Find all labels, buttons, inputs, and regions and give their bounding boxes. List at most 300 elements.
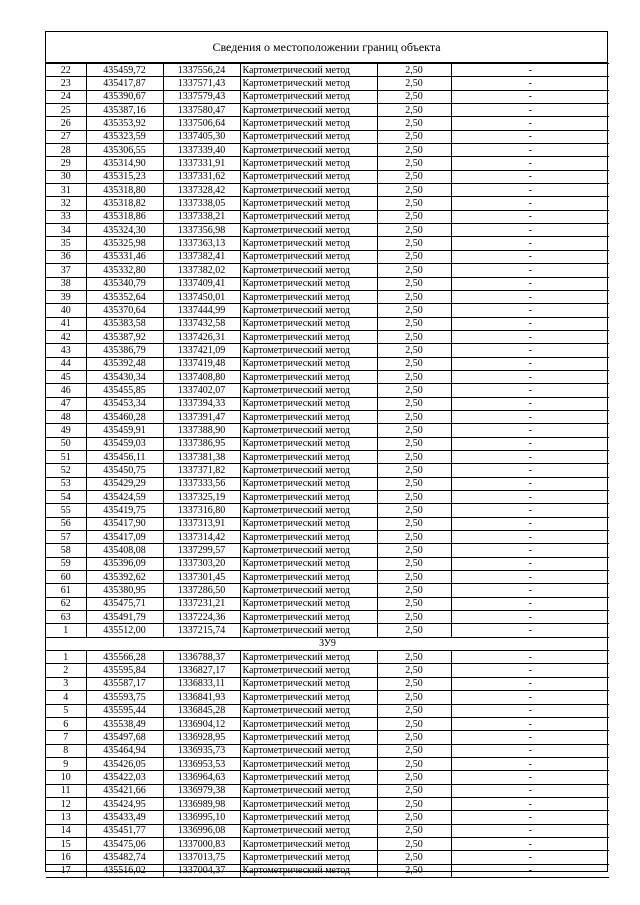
x-coordinate-cell: 435459,91 — [86, 424, 163, 437]
point-number-cell: 14 — [46, 824, 86, 837]
x-coordinate-cell: 435419,75 — [86, 504, 163, 517]
table-row — [46, 811, 609, 824]
point-number-cell: 25 — [46, 104, 86, 117]
accuracy-cell: 2,50 — [377, 491, 451, 504]
table-row — [46, 197, 609, 210]
point-number-cell: 22 — [46, 64, 86, 77]
table-row — [46, 144, 609, 157]
table-row — [46, 277, 609, 290]
x-coordinate-cell: 435455,85 — [86, 384, 163, 397]
table-row — [46, 784, 609, 797]
x-coordinate-cell: 435380,95 — [86, 584, 163, 597]
method-cell: Картометрический метод — [240, 144, 377, 157]
point-number-cell: 2 — [46, 664, 86, 677]
method-cell: Картометрический метод — [240, 170, 377, 183]
point-number-cell: 58 — [46, 544, 86, 557]
point-number-cell: 16 — [46, 851, 86, 864]
point-number-cell: 46 — [46, 384, 86, 397]
accuracy-cell: 2,50 — [377, 424, 451, 437]
method-cell: Картометрический метод — [240, 611, 377, 624]
table-row — [46, 77, 609, 90]
y-coordinate-cell: 1337426,31 — [163, 330, 240, 343]
method-cell: Картометрический метод — [240, 464, 377, 477]
point-number-cell: 27 — [46, 130, 86, 143]
description-cell: - — [451, 144, 609, 157]
accuracy-cell: 2,50 — [377, 704, 451, 717]
table-row — [46, 384, 609, 397]
y-coordinate-cell: 1337301,45 — [163, 571, 240, 584]
description-cell: - — [451, 504, 609, 517]
method-cell: Картометрический метод — [240, 784, 377, 797]
point-number-cell: 36 — [46, 250, 86, 263]
method-cell: Картометрический метод — [240, 771, 377, 784]
point-number-cell: 42 — [46, 330, 86, 343]
accuracy-cell: 2,50 — [377, 170, 451, 183]
table-row — [46, 677, 609, 690]
point-number-cell: 7 — [46, 731, 86, 744]
y-coordinate-cell: 1337391,47 — [163, 410, 240, 423]
point-number-cell: 24 — [46, 90, 86, 103]
description-cell: - — [451, 811, 609, 824]
y-coordinate-cell: 1337444,99 — [163, 304, 240, 317]
accuracy-cell: 2,50 — [377, 304, 451, 317]
table-row — [46, 851, 609, 864]
x-coordinate-cell: 435424,59 — [86, 491, 163, 504]
x-coordinate-cell: 435324,30 — [86, 224, 163, 237]
method-cell: Картометрический метод — [240, 210, 377, 223]
table-row — [46, 504, 609, 517]
y-coordinate-cell: 1337215,74 — [163, 624, 240, 637]
y-coordinate-cell: 1336935,73 — [163, 744, 240, 757]
x-coordinate-cell: 435318,86 — [86, 210, 163, 223]
table-row — [46, 344, 609, 357]
description-cell: - — [451, 344, 609, 357]
description-cell: - — [451, 197, 609, 210]
x-coordinate-cell: 435417,90 — [86, 517, 163, 530]
y-coordinate-cell: 1337571,43 — [163, 77, 240, 90]
point-number-cell: 49 — [46, 424, 86, 437]
x-coordinate-cell: 435538,49 — [86, 717, 163, 730]
x-coordinate-cell: 435595,84 — [86, 664, 163, 677]
y-coordinate-cell: 1336841,93 — [163, 691, 240, 704]
description-cell: - — [451, 691, 609, 704]
accuracy-cell: 2,50 — [377, 397, 451, 410]
y-coordinate-cell: 1337004,37 — [163, 864, 240, 877]
point-number-cell: 23 — [46, 77, 86, 90]
point-number-cell: 6 — [46, 717, 86, 730]
method-cell: Картометрический метод — [240, 624, 377, 637]
description-cell: - — [451, 397, 609, 410]
accuracy-cell: 2,50 — [377, 77, 451, 90]
table-row — [46, 317, 609, 330]
method-cell: Картометрический метод — [240, 597, 377, 610]
x-coordinate-cell: 435475,06 — [86, 837, 163, 850]
accuracy-cell: 2,50 — [377, 584, 451, 597]
table-row — [46, 464, 609, 477]
description-cell: - — [451, 744, 609, 757]
section-row — [46, 637, 609, 650]
point-number-cell: 60 — [46, 571, 86, 584]
description-cell: - — [451, 557, 609, 570]
accuracy-cell: 2,50 — [377, 597, 451, 610]
y-coordinate-cell: 1337371,82 — [163, 464, 240, 477]
accuracy-cell: 2,50 — [377, 130, 451, 143]
accuracy-cell: 2,50 — [377, 317, 451, 330]
accuracy-cell: 2,50 — [377, 824, 451, 837]
y-coordinate-cell: 1336996,08 — [163, 824, 240, 837]
table-row — [46, 744, 609, 757]
x-coordinate-cell: 435392,48 — [86, 357, 163, 370]
y-coordinate-cell: 1336928,95 — [163, 731, 240, 744]
point-number-cell: 32 — [46, 197, 86, 210]
table-row — [46, 64, 609, 77]
method-cell: Картометрический метод — [240, 677, 377, 690]
y-coordinate-cell: 1337421,09 — [163, 344, 240, 357]
accuracy-cell: 2,50 — [377, 357, 451, 370]
method-cell: Картометрический метод — [240, 264, 377, 277]
method-cell: Картометрический метод — [240, 651, 377, 664]
accuracy-cell: 2,50 — [377, 277, 451, 290]
coordinates-table — [46, 63, 609, 878]
table-row — [46, 357, 609, 370]
y-coordinate-cell: 1337338,05 — [163, 197, 240, 210]
x-coordinate-cell: 435429,29 — [86, 477, 163, 490]
x-coordinate-cell: 435386,79 — [86, 344, 163, 357]
y-coordinate-cell: 1337506,64 — [163, 117, 240, 130]
accuracy-cell: 2,50 — [377, 731, 451, 744]
method-cell: Картометрический метод — [240, 557, 377, 570]
point-number-cell: 31 — [46, 184, 86, 197]
table-row — [46, 370, 609, 383]
point-number-cell: 59 — [46, 557, 86, 570]
table-row — [46, 704, 609, 717]
x-coordinate-cell: 435353,92 — [86, 117, 163, 130]
description-cell: - — [451, 677, 609, 690]
point-number-cell: 30 — [46, 170, 86, 183]
x-coordinate-cell: 435426,05 — [86, 757, 163, 770]
description-cell: - — [451, 517, 609, 530]
method-cell: Картометрический метод — [240, 797, 377, 810]
table-row — [46, 864, 609, 877]
point-number-cell: 51 — [46, 450, 86, 463]
x-coordinate-cell: 435464,94 — [86, 744, 163, 757]
accuracy-cell: 2,50 — [377, 864, 451, 877]
accuracy-cell: 2,50 — [377, 384, 451, 397]
accuracy-cell: 2,50 — [377, 691, 451, 704]
point-number-cell: 37 — [46, 264, 86, 277]
table-row — [46, 237, 609, 250]
accuracy-cell: 2,50 — [377, 144, 451, 157]
method-cell: Картометрический метод — [240, 304, 377, 317]
point-number-cell: 29 — [46, 157, 86, 170]
description-cell: - — [451, 357, 609, 370]
x-coordinate-cell: 435482,74 — [86, 851, 163, 864]
point-number-cell: 12 — [46, 797, 86, 810]
description-cell: - — [451, 117, 609, 130]
description-cell: - — [451, 170, 609, 183]
y-coordinate-cell: 1337356,98 — [163, 224, 240, 237]
x-coordinate-cell: 435491,79 — [86, 611, 163, 624]
point-number-cell: 54 — [46, 491, 86, 504]
point-number-cell: 39 — [46, 290, 86, 303]
method-cell: Картометрический метод — [240, 184, 377, 197]
table-row — [46, 130, 609, 143]
description-cell: - — [451, 797, 609, 810]
table-row — [46, 450, 609, 463]
table-row — [46, 304, 609, 317]
method-cell: Картометрический метод — [240, 250, 377, 263]
y-coordinate-cell: 1337402,07 — [163, 384, 240, 397]
method-cell: Картометрический метод — [240, 691, 377, 704]
accuracy-cell: 2,50 — [377, 264, 451, 277]
x-coordinate-cell: 435340,79 — [86, 277, 163, 290]
accuracy-cell: 2,50 — [377, 624, 451, 637]
table-row — [46, 264, 609, 277]
x-coordinate-cell: 435451,77 — [86, 824, 163, 837]
method-cell: Картометрический метод — [240, 757, 377, 770]
x-coordinate-cell: 435315,23 — [86, 170, 163, 183]
x-coordinate-cell: 435566,28 — [86, 651, 163, 664]
table-row — [46, 210, 609, 223]
accuracy-cell: 2,50 — [377, 771, 451, 784]
table-row — [46, 330, 609, 343]
point-number-cell: 17 — [46, 864, 86, 877]
method-cell: Картометрический метод — [240, 837, 377, 850]
point-number-cell: 3 — [46, 677, 86, 690]
table-row — [46, 104, 609, 117]
point-number-cell: 11 — [46, 784, 86, 797]
point-number-cell: 10 — [46, 771, 86, 784]
y-coordinate-cell: 1337450,01 — [163, 290, 240, 303]
point-number-cell: 48 — [46, 410, 86, 423]
table-row — [46, 397, 609, 410]
table-row — [46, 184, 609, 197]
y-coordinate-cell: 1336964,63 — [163, 771, 240, 784]
point-number-cell: 1 — [46, 651, 86, 664]
accuracy-cell: 2,50 — [377, 104, 451, 117]
y-coordinate-cell: 1337299,57 — [163, 544, 240, 557]
point-number-cell: 52 — [46, 464, 86, 477]
table-row — [46, 771, 609, 784]
method-cell: Картометрический метод — [240, 851, 377, 864]
method-cell: Картометрический метод — [240, 317, 377, 330]
x-coordinate-cell: 435318,82 — [86, 197, 163, 210]
table-row — [46, 170, 609, 183]
method-cell: Картометрический метод — [240, 864, 377, 877]
accuracy-cell: 2,50 — [377, 437, 451, 450]
method-cell: Картометрический метод — [240, 237, 377, 250]
description-cell: - — [451, 237, 609, 250]
accuracy-cell: 2,50 — [377, 837, 451, 850]
point-number-cell: 45 — [46, 370, 86, 383]
method-cell: Картометрический метод — [240, 277, 377, 290]
accuracy-cell: 2,50 — [377, 410, 451, 423]
accuracy-cell: 2,50 — [377, 851, 451, 864]
method-cell: Картометрический метод — [240, 517, 377, 530]
x-coordinate-cell: 435459,72 — [86, 64, 163, 77]
y-coordinate-cell: 1336788,37 — [163, 651, 240, 664]
accuracy-cell: 2,50 — [377, 571, 451, 584]
y-coordinate-cell: 1337013,75 — [163, 851, 240, 864]
section-label: ЗУ9 — [46, 637, 609, 650]
x-coordinate-cell: 435383,58 — [86, 317, 163, 330]
description-cell: - — [451, 90, 609, 103]
table-row — [46, 517, 609, 530]
accuracy-cell: 2,50 — [377, 477, 451, 490]
y-coordinate-cell: 1337231,21 — [163, 597, 240, 610]
point-number-cell: 8 — [46, 744, 86, 757]
table-row — [46, 664, 609, 677]
method-cell: Картометрический метод — [240, 531, 377, 544]
x-coordinate-cell: 435370,64 — [86, 304, 163, 317]
y-coordinate-cell: 1336845,28 — [163, 704, 240, 717]
method-cell: Картометрический метод — [240, 130, 377, 143]
method-cell: Картометрический метод — [240, 504, 377, 517]
x-coordinate-cell: 435387,16 — [86, 104, 163, 117]
table-row — [46, 477, 609, 490]
point-number-cell: 41 — [46, 317, 86, 330]
point-number-cell: 26 — [46, 117, 86, 130]
table-row — [46, 117, 609, 130]
point-number-cell: 33 — [46, 210, 86, 223]
table-row — [46, 290, 609, 303]
method-cell: Картометрический метод — [240, 90, 377, 103]
method-cell: Картометрический метод — [240, 731, 377, 744]
x-coordinate-cell: 435325,98 — [86, 237, 163, 250]
description-cell: - — [451, 277, 609, 290]
x-coordinate-cell: 435587,17 — [86, 677, 163, 690]
y-coordinate-cell: 1337409,41 — [163, 277, 240, 290]
document-frame — [45, 31, 608, 877]
method-cell: Картометрический метод — [240, 477, 377, 490]
table-row — [46, 717, 609, 730]
table-row — [46, 544, 609, 557]
accuracy-cell: 2,50 — [377, 210, 451, 223]
document-title: Сведения о местоположении границ объекта — [46, 32, 607, 63]
point-number-cell: 62 — [46, 597, 86, 610]
description-cell: - — [451, 477, 609, 490]
accuracy-cell: 2,50 — [377, 517, 451, 530]
accuracy-cell: 2,50 — [377, 290, 451, 303]
description-cell: - — [451, 64, 609, 77]
point-number-cell: 47 — [46, 397, 86, 410]
description-cell: - — [451, 664, 609, 677]
point-number-cell: 13 — [46, 811, 86, 824]
accuracy-cell: 2,50 — [377, 677, 451, 690]
y-coordinate-cell: 1337432,58 — [163, 317, 240, 330]
table-row — [46, 624, 609, 637]
description-cell: - — [451, 424, 609, 437]
point-number-cell: 38 — [46, 277, 86, 290]
x-coordinate-cell: 435396,09 — [86, 557, 163, 570]
y-coordinate-cell: 1337381,38 — [163, 450, 240, 463]
table-row — [46, 571, 609, 584]
y-coordinate-cell: 1337224,36 — [163, 611, 240, 624]
x-coordinate-cell: 435417,09 — [86, 531, 163, 544]
description-cell: - — [451, 77, 609, 90]
accuracy-cell: 2,50 — [377, 651, 451, 664]
method-cell: Картометрический метод — [240, 290, 377, 303]
table-row — [46, 410, 609, 423]
description-cell: - — [451, 330, 609, 343]
accuracy-cell: 2,50 — [377, 531, 451, 544]
accuracy-cell: 2,50 — [377, 504, 451, 517]
y-coordinate-cell: 1337331,62 — [163, 170, 240, 183]
accuracy-cell: 2,50 — [377, 344, 451, 357]
point-number-cell: 15 — [46, 837, 86, 850]
table-row — [46, 437, 609, 450]
table-row — [46, 90, 609, 103]
point-number-cell: 1 — [46, 624, 86, 637]
method-cell: Картометрический метод — [240, 744, 377, 757]
x-coordinate-cell: 435314,90 — [86, 157, 163, 170]
table-row — [46, 584, 609, 597]
point-number-cell: 53 — [46, 477, 86, 490]
y-coordinate-cell: 1337338,21 — [163, 210, 240, 223]
y-coordinate-cell: 1337314,42 — [163, 531, 240, 544]
accuracy-cell: 2,50 — [377, 464, 451, 477]
method-cell: Картометрический метод — [240, 357, 377, 370]
method-cell: Картометрический метод — [240, 437, 377, 450]
point-number-cell: 56 — [46, 517, 86, 530]
accuracy-cell: 2,50 — [377, 811, 451, 824]
y-coordinate-cell: 1337388,90 — [163, 424, 240, 437]
x-coordinate-cell: 435593,75 — [86, 691, 163, 704]
description-cell: - — [451, 611, 609, 624]
x-coordinate-cell: 435331,46 — [86, 250, 163, 263]
x-coordinate-cell: 435456,11 — [86, 450, 163, 463]
description-cell: - — [451, 130, 609, 143]
y-coordinate-cell: 1337556,24 — [163, 64, 240, 77]
description-cell: - — [451, 491, 609, 504]
x-coordinate-cell: 435424,95 — [86, 797, 163, 810]
method-cell: Картометрический метод — [240, 77, 377, 90]
y-coordinate-cell: 1337286,50 — [163, 584, 240, 597]
table-row — [46, 424, 609, 437]
description-cell: - — [451, 837, 609, 850]
description-cell: - — [451, 304, 609, 317]
method-cell: Картометрический метод — [240, 491, 377, 504]
x-coordinate-cell: 435450,75 — [86, 464, 163, 477]
table-row — [46, 224, 609, 237]
point-number-cell: 35 — [46, 237, 86, 250]
description-cell: - — [451, 531, 609, 544]
x-coordinate-cell: 435408,08 — [86, 544, 163, 557]
point-number-cell: 5 — [46, 704, 86, 717]
y-coordinate-cell: 1337000,83 — [163, 837, 240, 850]
description-cell: - — [451, 597, 609, 610]
description-cell: - — [451, 450, 609, 463]
method-cell: Картометрический метод — [240, 330, 377, 343]
description-cell: - — [451, 264, 609, 277]
y-coordinate-cell: 1336989,98 — [163, 797, 240, 810]
x-coordinate-cell: 435422,03 — [86, 771, 163, 784]
description-cell: - — [451, 410, 609, 423]
x-coordinate-cell: 435512,00 — [86, 624, 163, 637]
method-cell: Картометрический метод — [240, 424, 377, 437]
x-coordinate-cell: 435352,64 — [86, 290, 163, 303]
point-number-cell: 61 — [46, 584, 86, 597]
y-coordinate-cell: 1337579,43 — [163, 90, 240, 103]
method-cell: Картометрический метод — [240, 544, 377, 557]
x-coordinate-cell: 435595,44 — [86, 704, 163, 717]
y-coordinate-cell: 1336904,12 — [163, 717, 240, 730]
y-coordinate-cell: 1336953,53 — [163, 757, 240, 770]
description-cell: - — [451, 704, 609, 717]
y-coordinate-cell: 1337313,91 — [163, 517, 240, 530]
description-cell: - — [451, 757, 609, 770]
point-number-cell: 55 — [46, 504, 86, 517]
